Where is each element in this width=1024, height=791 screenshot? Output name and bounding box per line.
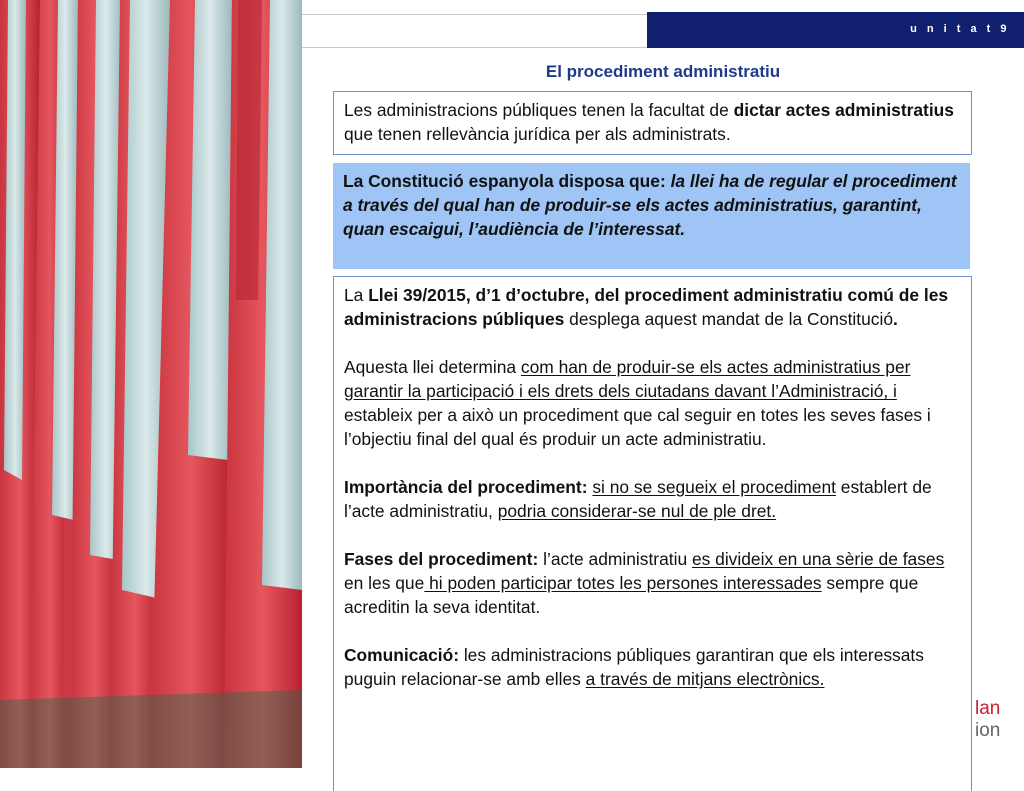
law-title: Llei 39/2015, d’1 d’octubre, del procediment administratiu comú de les administracions públiques xyxy=(344,285,949,329)
phases-underlined-2: hi poden participar totes les persones interessades xyxy=(424,573,822,593)
law-text-2: desplega aquest mandat de la Constitució xyxy=(564,309,894,329)
folders-photo xyxy=(0,0,302,768)
logo-line-1: lan xyxy=(975,698,1001,719)
law-paragraph xyxy=(344,283,959,331)
logo-line-2: ion xyxy=(975,720,1001,741)
importance-paragraph xyxy=(344,475,959,523)
header-bar xyxy=(302,14,647,48)
intro-text-1: Les administracions públiques tenen la facultat de xyxy=(344,100,734,120)
importance-text: establert de l’acte administratiu, xyxy=(344,477,932,521)
slide-title: El procediment administratiu xyxy=(545,62,781,81)
intro-bold: dictar actes administratius xyxy=(733,100,954,120)
unit-label: u n i t a t 9 xyxy=(910,23,1010,35)
constitution-text xyxy=(343,169,958,241)
phases-underlined-1: es divideix en una sèrie de fases xyxy=(691,549,945,569)
purpose-text-2: estableix per a això un procediment que cal seguir en totes les seves fases i l’objectiu final del qual és produir un acte administratiu. xyxy=(344,405,931,449)
phases-text-1: l’acte administratiu xyxy=(538,549,692,569)
communication-paragraph xyxy=(344,643,959,691)
intro-box xyxy=(333,91,972,155)
folders-illustration xyxy=(0,0,302,768)
importance-heading: Importància del procediment: xyxy=(344,477,588,497)
importance-underlined-1: si no se segueix el procediment xyxy=(592,477,836,497)
phases-paragraph xyxy=(344,547,959,619)
communication-heading: Comunicació: xyxy=(344,645,459,665)
header-band xyxy=(647,12,1024,48)
purpose-text-1: Aquesta llei determina xyxy=(344,357,521,377)
importance-underlined-2: podria considerar-se nul de ple dret. xyxy=(497,501,777,521)
intro-text-2: que tenen rellevància jurídica per als administrats. xyxy=(344,124,731,144)
law-text-1: La xyxy=(344,285,369,305)
communication-text: les administracions públiques garantiran que els interessats puguin relacionar-se amb elles xyxy=(344,645,924,689)
communication-underlined: a través de mitjans electrònics. xyxy=(585,669,825,689)
phases-heading: Fases del procediment: xyxy=(344,549,539,569)
constitution-lead: La Constitució espanyola disposa que: xyxy=(343,171,671,191)
constitution-quote: la llei ha de regular el procediment a través del qual han de produir-se els actes administratius, garantint, quan escaigui, l’audiència de l’interessat. xyxy=(343,171,957,239)
publisher-logo xyxy=(975,698,1024,758)
purpose-underlined: com han de produir-se els actes administratius per garantir la participació i els drets dels ciutadans davant l’Administració, i xyxy=(344,357,911,401)
constitution-box xyxy=(333,163,970,269)
phases-text-3: sempre que acreditin la seva identitat. xyxy=(344,573,919,617)
purpose-paragraph xyxy=(344,355,959,451)
law-period: . xyxy=(893,309,898,329)
law-box xyxy=(333,276,972,791)
intro-text xyxy=(344,98,959,146)
phases-text-2: en les que xyxy=(344,573,425,593)
